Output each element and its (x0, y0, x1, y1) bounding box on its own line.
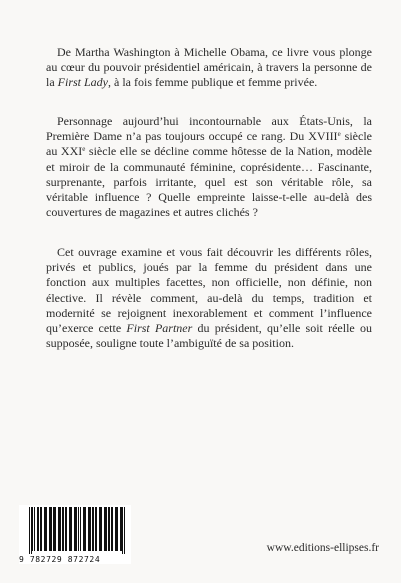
paragraph-3-text-a: Cet ouvrage examine et vous fait découvrir les différents rôles, privés et publics, joués par la femme du président dans une fonction aux multiples facettes, non officielle, non définie, non élective. Il révèle comment, au-delà du temps, tradition et modernité se rejoignent inexorablement et comment l’influence qu’exerce cette (46, 245, 372, 336)
paragraph-2-text-b: siècle au XXI (46, 129, 372, 159)
barcode-bars-icon (19, 505, 131, 555)
summary-paragraph-3 (46, 245, 372, 351)
isbn-digits: 9 782729 872724 (19, 555, 131, 564)
publisher-website[interactable]: www.editions-ellipses.fr (266, 542, 379, 554)
paragraph-1-text-a: De Martha Washington à Michelle Obama, ce livre vous plonge au cœur du pouvoir présidentiel américain, à travers la personne de la (46, 45, 372, 90)
summary-paragraph-2 (46, 114, 372, 220)
paragraph-3-text-b: du président, qu’elle soit réelle ou supposée, souligne toute l’ambiguïté de sa position. (46, 321, 372, 351)
paragraph-1-text-b: , à la fois femme publique et femme privée. (108, 75, 318, 90)
isbn-barcode (19, 505, 131, 563)
summary-paragraph-1 (46, 45, 372, 91)
paragraph-2-text-a: Personnage aujourd’hui incontournable aux États-Unis, la Première Dame n’a pas toujours occupé ce rang. Du XVIII (46, 114, 372, 144)
first-lady-italic: First Lady (57, 75, 109, 90)
superscript-e-1: e (337, 130, 341, 139)
first-partner-italic: First Partner (126, 321, 193, 336)
superscript-e-2: e (82, 145, 86, 154)
paragraph-2-text-c: siècle elle se décline comme hôtesse de la Nation, modèle et miroir de la communauté féminine, coprésidente… Fascinante, surprenante, parfois irritante, quel est son véritable rôle, sa véritable influence ? Quelle empreinte laisse-t-elle au-delà des couvertures de magazines et autres clichés ? (46, 144, 372, 220)
